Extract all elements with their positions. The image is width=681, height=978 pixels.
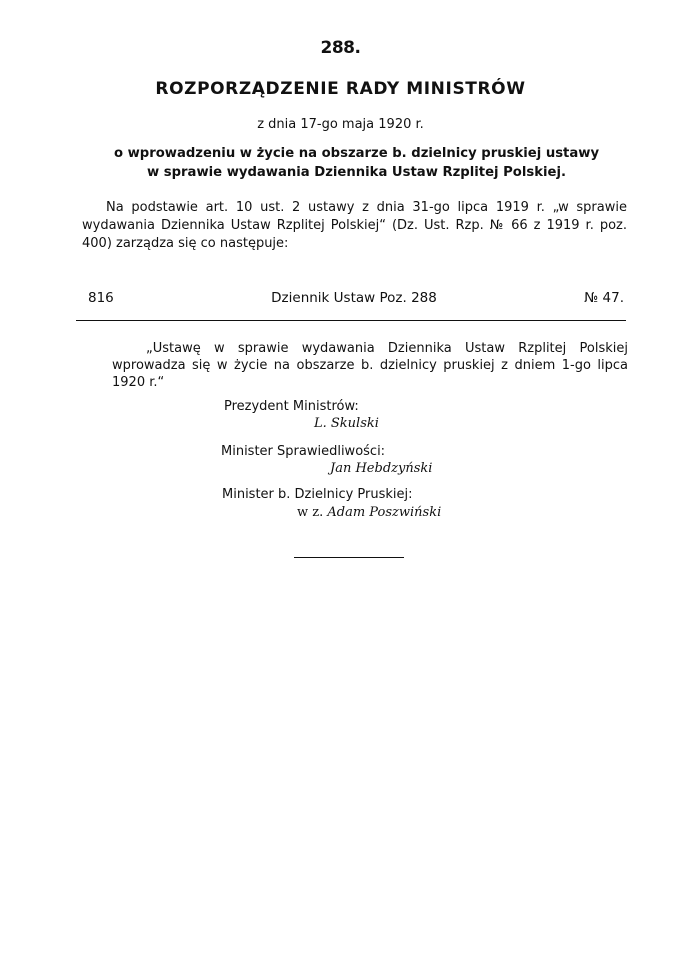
signatory-role: Prezydent Ministrów: (224, 399, 359, 414)
subject-line-2: w sprawie wydawania Dziennika Ustaw Rzplitej Polskiej. (146, 165, 566, 180)
signatory-name: Jan Hebdzyński (330, 461, 433, 476)
signatory-name: L. Skulski (314, 416, 379, 431)
running-head (84, 290, 624, 310)
decree-date: z dnia 17-go maja 1920 r. (257, 117, 424, 132)
closing-rule (294, 557, 404, 558)
signatory-name (297, 505, 441, 520)
header-rule (76, 320, 626, 321)
decree-subject (80, 144, 633, 182)
issue-number: № 47. (584, 290, 624, 306)
preamble-paragraph (82, 199, 627, 253)
decree-body: „Ustawę w sprawie wydawania Dziennika Ustaw Rzplitej Polskiej wprowadza się w życie na obszarze b. dzielnicy pruskiej z dniem 1-go lipca 1920 r.“ (112, 341, 628, 390)
position-number: 288. (320, 38, 361, 58)
preamble-text: Na podstawie art. 10 ust. 2 ustawy z dnia 31-go lipca 1919 r. „w sprawie wydawania Dziennika Ustaw Rzplitej Polskiej“ (Dz. Ust. Rzp. № 66 z 1919 r. poz. 400) zarządza się co następuje: (82, 200, 627, 251)
running-head-title: Dziennik Ustaw Poz. 288 (271, 290, 437, 306)
decree-text (112, 340, 628, 391)
signatory-name-text: Adam Poszwiński (327, 505, 442, 520)
signatory-role: Minister Sprawiedliwości: (221, 444, 386, 459)
subject-line-1: o wprowadzeniu w życie na obszarze b. dzielnicy pruskiej ustawy (113, 146, 600, 161)
signatory-role: Minister b. Dzielnicy Pruskiej: (222, 487, 413, 502)
signatory-prefix: w z. (297, 505, 324, 520)
decree-title: ROZPORZĄDZENIE RADY MINISTRÓW (155, 79, 526, 99)
page-number: 816 (88, 290, 114, 306)
